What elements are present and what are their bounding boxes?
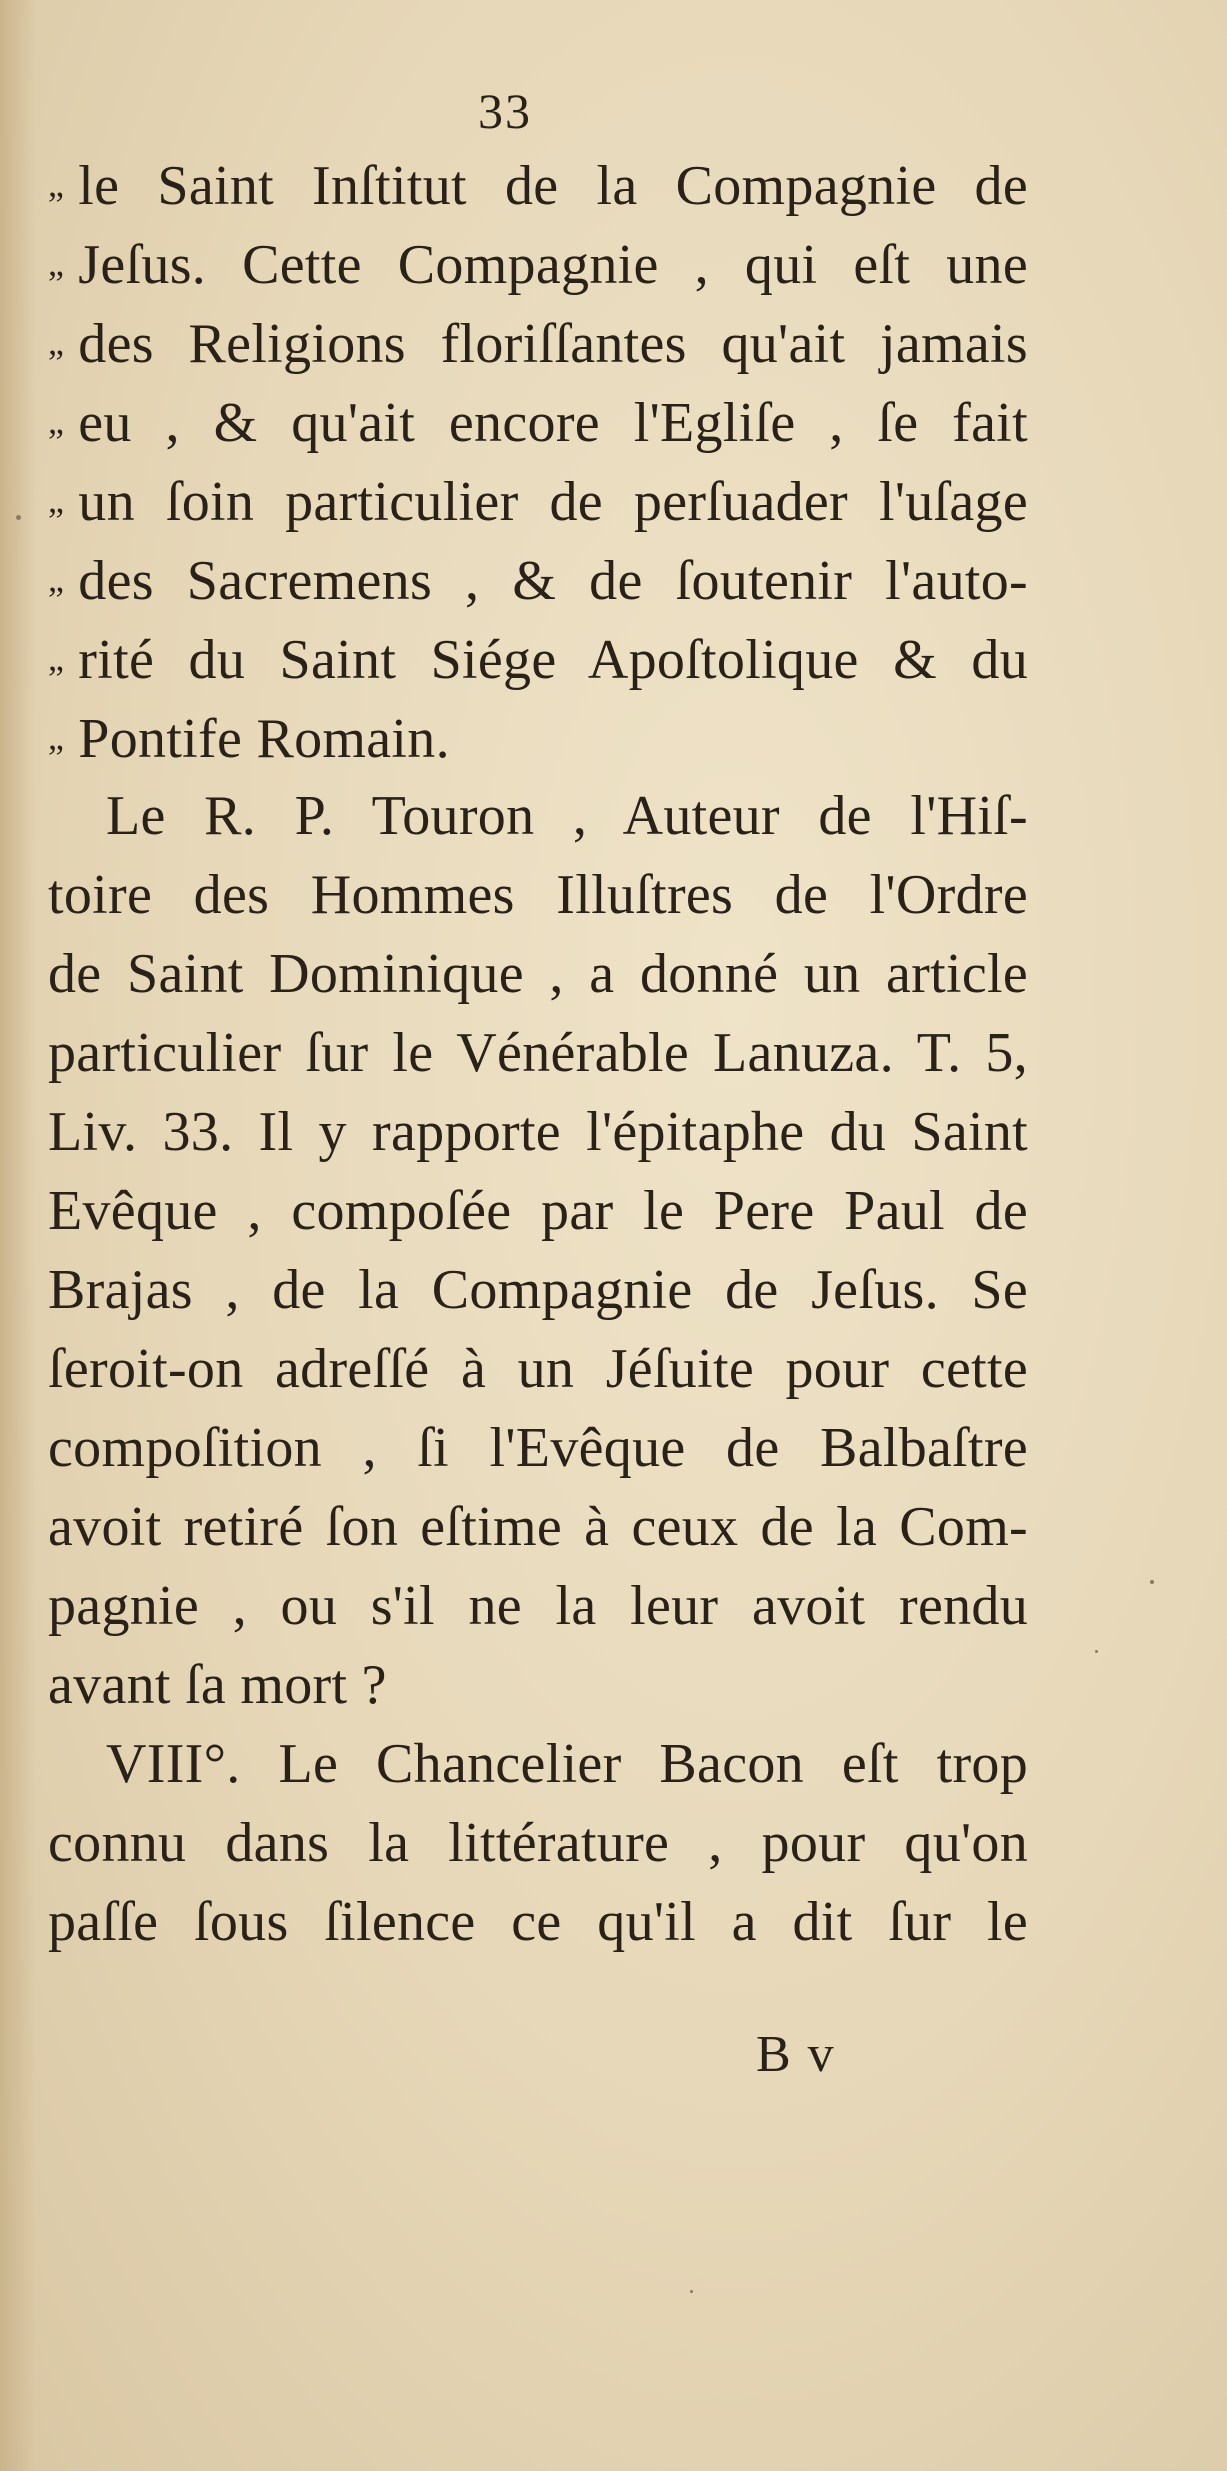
line-text: avoit retiré ſon eſtime à ceux de la Com-	[48, 1496, 1028, 1558]
line-text: paſſe ſous ſilence ce qu'il a dit ſur le	[48, 1891, 1028, 1953]
line-text: des Religions floriſſantes qu'ait jamais	[78, 313, 1028, 375]
text-line	[48, 1804, 1028, 1883]
text-line	[48, 382, 1028, 461]
text-line	[48, 1409, 1028, 1488]
quote-mark: „	[48, 717, 65, 757]
text-line	[48, 1646, 1028, 1725]
text-line	[48, 1330, 1028, 1409]
text-line	[48, 1251, 1028, 1330]
line-text: particulier ſur le Vénérable Lanuza. T. 5,	[48, 1022, 1028, 1084]
quote-mark: „	[48, 243, 65, 283]
text-line	[48, 1093, 1028, 1172]
paper-speck	[1150, 1580, 1154, 1584]
quote-mark: „	[48, 401, 65, 441]
text-line	[48, 461, 1028, 540]
text-line	[48, 224, 1028, 303]
text-line	[48, 1567, 1028, 1646]
line-text: de Saint Dominique , a donné un article	[48, 943, 1028, 1005]
line-text: des Sacremens , & de ſoutenir l'auto-	[78, 550, 1028, 612]
text-line	[48, 1883, 1028, 1962]
line-text: rité du Saint Siége Apoſtolique & du	[78, 629, 1028, 691]
paragraph-start-line	[48, 1725, 1028, 1804]
text-line	[48, 145, 1028, 224]
catchword-signature: B v	[756, 2026, 836, 2083]
line-text: compoſition , ſi l'Evêque de Balbaſtre	[48, 1417, 1028, 1479]
line-text: Brajas , de la Compagnie de Jeſus. Se	[48, 1259, 1028, 1321]
paper-speck	[690, 2290, 693, 2293]
line-text: eu , & qu'ait encore l'Egliſe , ſe fait	[78, 392, 1028, 454]
quote-mark: „	[48, 322, 65, 362]
text-line	[48, 540, 1028, 619]
text-line	[48, 303, 1028, 382]
line-text: Jeſus. Cette Compagnie , qui eſt une	[78, 234, 1028, 296]
line-text: Evêque , compoſée par le Pere Paul de	[48, 1180, 1028, 1242]
paper-speck	[1095, 1650, 1098, 1653]
text-line	[48, 1014, 1028, 1093]
line-text: le Saint Inſtitut de la Compagnie de	[78, 155, 1028, 217]
line-text: connu dans la littérature , pour qu'on	[48, 1812, 1028, 1874]
text-line	[48, 935, 1028, 1014]
line-text: un ſoin particulier de perſuader l'uſage	[78, 471, 1028, 533]
line-text: VIII°. Le Chancelier Bacon eſt trop	[106, 1733, 1028, 1795]
line-text: toire des Hommes Illuſtres de l'Ordre	[48, 864, 1028, 926]
quote-mark: „	[48, 164, 65, 204]
gutter-shadow	[0, 0, 36, 2471]
line-text: Le R. P. Touron , Auteur de l'Hiſ-	[106, 785, 1028, 847]
paper-speck	[16, 515, 21, 520]
line-text: avant ſa mort ?	[48, 1654, 387, 1716]
text-line	[48, 1172, 1028, 1251]
text-line	[48, 856, 1028, 935]
text-line	[48, 698, 1028, 777]
line-text: Pontife Romain.	[78, 708, 450, 770]
quote-mark: „	[48, 559, 65, 599]
paragraph-start-line	[48, 777, 1028, 856]
quote-mark: „	[48, 480, 65, 520]
line-text: pagnie , ou s'il ne la leur avoit rendu	[48, 1575, 1028, 1637]
text-line	[48, 1488, 1028, 1567]
line-text: Liv. 33. Il y rapporte l'épitaphe du Saint	[48, 1101, 1028, 1163]
page-number: 33	[478, 83, 532, 139]
line-text: ſeroit-on adreſſé à un Jéſuite pour cette	[48, 1338, 1028, 1400]
body-text	[48, 145, 1028, 1962]
quote-mark: „	[48, 638, 65, 678]
text-line	[48, 619, 1028, 698]
